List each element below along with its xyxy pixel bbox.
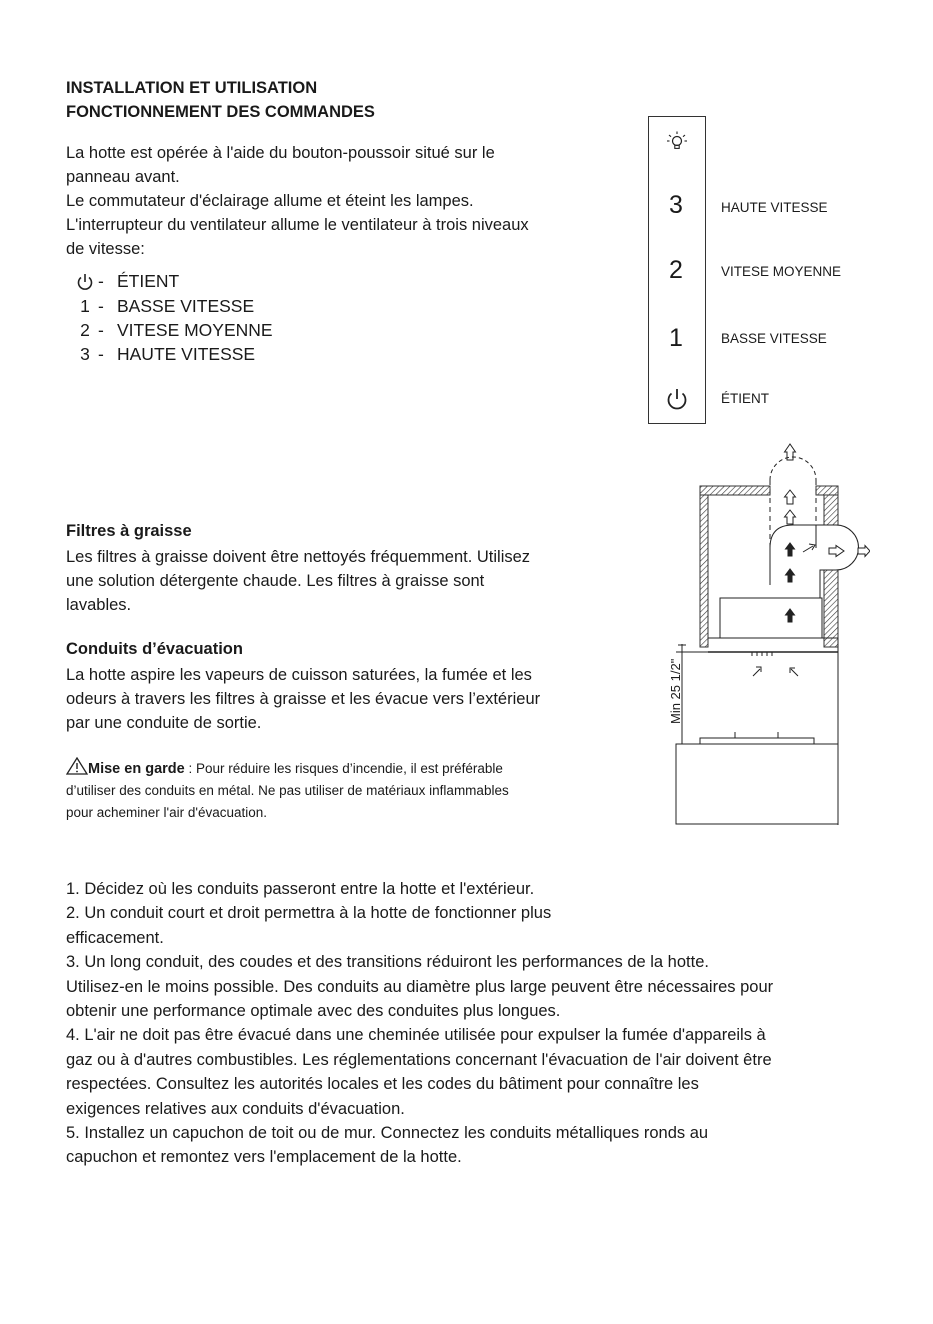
step-line: 2. Un conduit court et droit permettra à la hotte de fonctionner plus xyxy=(66,904,552,923)
speed-label: BASSE VITESSE xyxy=(117,296,255,316)
step-line: obtenir une performance optimale avec des conduites plus longues. xyxy=(66,1002,561,1021)
ceiling xyxy=(816,486,838,495)
step-line: exigences relatives aux conduits d'évacuation. xyxy=(66,1099,405,1118)
filters-line: Les filtres à graisse doivent être nettoyés fréquemment. Utilisez xyxy=(66,548,531,566)
warning-text: d’utiliser des conduits en métal. Ne pas utiliser de matériaux inflammables xyxy=(66,783,509,798)
panel-label: HAUTE VITESSE xyxy=(721,200,828,215)
ducts-line: par une conduite de sortie. xyxy=(66,714,262,732)
ceiling xyxy=(700,486,770,495)
panel-label: BASSE VITESSE xyxy=(721,331,827,346)
speed-label: ÉTIENT xyxy=(117,271,180,291)
list-dash: - xyxy=(98,344,104,364)
step-line: 3. Un long conduit, des coudes et des transitions réduiront les performances de la hotte. xyxy=(66,953,709,972)
filters-line: une solution détergente chaude. Les filtres à graisse sont xyxy=(66,572,485,590)
panel-button-1: 1 xyxy=(669,324,683,352)
light-bulb-icon xyxy=(665,130,689,159)
airflow-arrow xyxy=(803,544,815,552)
range-hood-diagram xyxy=(640,440,870,830)
section-heading-installation: INSTALLATION ET UTILISATION xyxy=(66,79,318,97)
wall xyxy=(700,495,708,647)
panel-label: ÉTIENT xyxy=(721,391,770,406)
cooktop xyxy=(700,738,814,744)
step-line: 5. Installez un capuchon de toit ou de mur. Connectez les conduits métalliques ronds au xyxy=(66,1124,709,1143)
ducts-line: La hotte aspire les vapeurs de cuisson saturées, la fumée et les xyxy=(66,666,532,684)
warning-label: Mise en garde xyxy=(88,761,185,777)
ducts-line: odeurs à travers les filtres à graisse et les évacue vers l’extérieur xyxy=(66,690,541,708)
step-line: respectées. Consultez les autorités locales et les codes du bâtiment pour connaître les xyxy=(66,1075,699,1094)
wall xyxy=(824,495,838,525)
dimension-label: Min 25 1/2" xyxy=(668,658,683,724)
step-line: capuchon et remontez vers l'emplacement de la hotte. xyxy=(66,1148,462,1167)
intro-line: L'interrupteur du ventilateur allume le ventilateur à trois niveaux xyxy=(66,216,529,234)
steps-list xyxy=(66,877,876,1170)
list-dash: - xyxy=(98,271,104,291)
intro-line: Le commutateur d'éclairage allume et éteint les lampes. xyxy=(66,192,474,210)
hood-body xyxy=(708,638,838,652)
panel-label: VITESE MOYENNE xyxy=(721,264,842,279)
panel-button-2: 2 xyxy=(669,256,683,284)
speed-label: VITESE MOYENNE xyxy=(117,320,273,340)
step-line: 1. Décidez où les conduits passeront entre la hotte et l'extérieur. xyxy=(66,880,535,898)
intro-line: panneau avant. xyxy=(66,168,180,186)
panel-button-3: 3 xyxy=(669,191,683,219)
filters-paragraph xyxy=(66,545,608,617)
speed-label: HAUTE VITESSE xyxy=(117,344,256,364)
list-dash: - xyxy=(98,320,104,340)
step-line: gaz ou à d'autres combustibles. Les réglementations concernant l'évacuation de l'air doivent être xyxy=(66,1050,772,1069)
duct-elbow xyxy=(770,525,859,598)
hood-chimney xyxy=(720,598,822,638)
warning-text: : Pour réduire les risques d’incendie, il est préférable xyxy=(184,761,503,776)
wall xyxy=(824,570,838,647)
warning-block xyxy=(66,757,626,824)
power-icon xyxy=(74,271,96,297)
speed-key: 1 xyxy=(80,296,90,316)
step-line: 4. L'air ne doit pas être évacué dans une cheminée utilisée pour expulser la fumée d'appareils à xyxy=(66,1026,766,1045)
speed-key: 2 xyxy=(80,320,90,340)
filters-line: lavables. xyxy=(66,596,132,614)
cabinet xyxy=(676,744,838,824)
intro-line: La hotte est opérée à l'aide du bouton-poussoir situé sur le xyxy=(66,144,495,162)
warning-icon xyxy=(66,761,88,776)
intro-paragraph xyxy=(66,141,588,261)
warning-text: pour acheminer l'air d'évacuation. xyxy=(66,805,268,820)
filters-title: Filtres à graisse xyxy=(66,522,192,540)
ducts-title: Conduits d’évacuation xyxy=(66,640,243,658)
list-dash: - xyxy=(98,296,104,316)
section-heading-controls: FONCTIONNEMENT DES COMMANDES xyxy=(66,103,375,121)
step-line: Utilisez-en le moins possible. Des conduits au diamètre plus large peuvent être nécessaires pour xyxy=(66,977,774,996)
power-icon xyxy=(664,386,690,417)
speed-key: 3 xyxy=(80,344,90,364)
intro-line: de vitesse: xyxy=(66,240,145,258)
ducts-paragraph xyxy=(66,663,626,735)
step-line: efficacement. xyxy=(66,928,164,947)
